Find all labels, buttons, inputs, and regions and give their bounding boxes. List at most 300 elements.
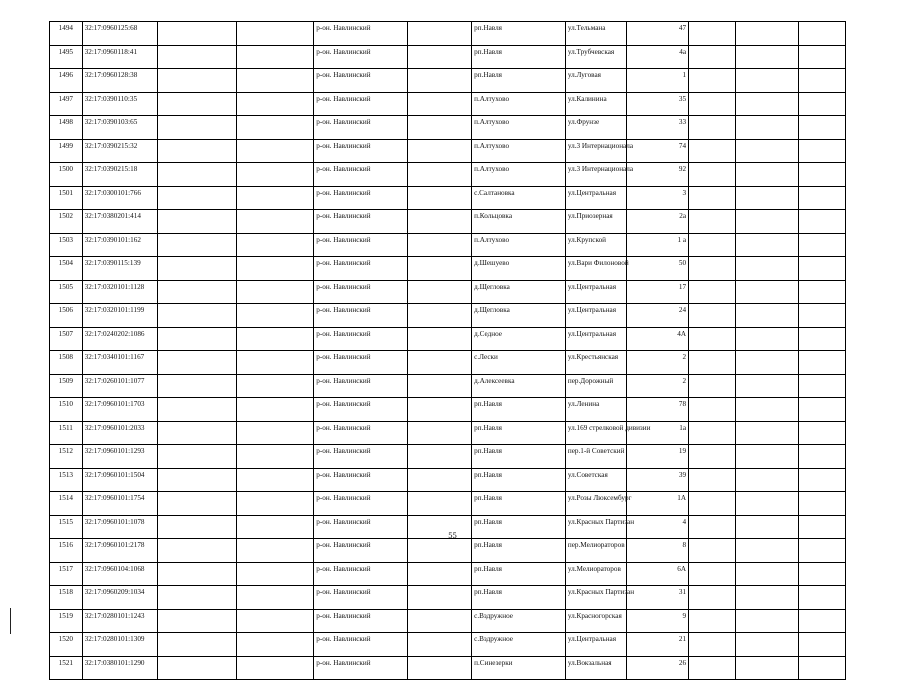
empty-cell <box>736 445 798 469</box>
table-row <box>50 69 846 93</box>
house-number-cell: 1а <box>626 421 688 445</box>
street-cell: ул.Приозерная <box>565 210 626 234</box>
district-cell: р-он. Навлинский <box>314 586 408 610</box>
house-number-cell: 74 <box>626 139 688 163</box>
empty-cell <box>407 656 471 680</box>
cadastral-number-cell: 32:17:0340101:1167 <box>82 351 158 375</box>
street-cell: ул.Красных Партизан <box>565 515 626 539</box>
empty-cell <box>736 210 798 234</box>
cadastral-number-cell: 32:17:0390103:65 <box>82 116 158 140</box>
district-cell: р-он. Навлинский <box>314 468 408 492</box>
district-cell: р-он. Навлинский <box>314 304 408 328</box>
empty-cell <box>237 609 314 633</box>
empty-cell <box>736 586 798 610</box>
empty-cell <box>237 374 314 398</box>
empty-cell <box>237 468 314 492</box>
table-row <box>50 327 846 351</box>
row-number-cell: 1505 <box>50 280 83 304</box>
house-number-cell: 4А <box>626 327 688 351</box>
locality-cell: с.Вздружное <box>472 609 566 633</box>
empty-cell <box>158 586 237 610</box>
empty-cell <box>798 398 845 422</box>
empty-cell <box>689 351 736 375</box>
empty-cell <box>158 468 237 492</box>
street-cell: ул.Крестьянская <box>565 351 626 375</box>
locality-cell: рп.Навля <box>472 69 566 93</box>
empty-cell <box>798 45 845 69</box>
empty-cell <box>736 468 798 492</box>
empty-cell <box>407 374 471 398</box>
empty-cell <box>237 421 314 445</box>
empty-cell <box>407 633 471 657</box>
empty-cell <box>407 92 471 116</box>
table-row <box>50 233 846 257</box>
empty-cell <box>798 69 845 93</box>
empty-cell <box>407 445 471 469</box>
empty-cell <box>798 421 845 445</box>
empty-cell <box>407 327 471 351</box>
district-cell: р-он. Навлинский <box>314 327 408 351</box>
row-number-cell: 1494 <box>50 22 83 46</box>
empty-cell <box>158 327 237 351</box>
empty-cell <box>407 257 471 281</box>
house-number-cell: 24 <box>626 304 688 328</box>
house-number-cell: 4а <box>626 45 688 69</box>
empty-cell <box>158 374 237 398</box>
empty-cell <box>689 304 736 328</box>
empty-cell <box>798 233 845 257</box>
empty-cell <box>158 139 237 163</box>
empty-cell <box>237 586 314 610</box>
locality-cell: рп.Навля <box>472 445 566 469</box>
street-cell: ул.3 Интернационала <box>565 163 626 187</box>
table-row <box>50 492 846 516</box>
empty-cell <box>158 22 237 46</box>
row-number-cell: 1507 <box>50 327 83 351</box>
house-number-cell: 33 <box>626 116 688 140</box>
empty-cell <box>407 421 471 445</box>
district-cell: р-он. Навлинский <box>314 398 408 422</box>
empty-cell <box>689 257 736 281</box>
page-number: 55 <box>448 530 457 540</box>
row-number-cell: 1508 <box>50 351 83 375</box>
empty-cell <box>736 421 798 445</box>
empty-cell <box>736 304 798 328</box>
house-number-cell: 3 <box>626 186 688 210</box>
empty-cell <box>237 633 314 657</box>
locality-cell: рп.Навля <box>472 562 566 586</box>
empty-cell <box>407 304 471 328</box>
empty-cell <box>736 45 798 69</box>
cadastral-number-cell: 32:17:0320101:1199 <box>82 304 158 328</box>
cadastral-number-cell: 32:17:0960101:1293 <box>82 445 158 469</box>
house-number-cell: 2 <box>626 374 688 398</box>
street-cell: ул.Центральная <box>565 280 626 304</box>
empty-cell <box>158 445 237 469</box>
empty-cell <box>158 45 237 69</box>
empty-cell <box>407 280 471 304</box>
cadastral-number-cell: 32:17:0390110:35 <box>82 92 158 116</box>
cadastral-number-cell: 32:17:0960128:38 <box>82 69 158 93</box>
empty-cell <box>237 539 314 563</box>
empty-cell <box>689 163 736 187</box>
empty-cell <box>689 633 736 657</box>
empty-cell <box>798 633 845 657</box>
empty-cell <box>407 186 471 210</box>
table-row <box>50 92 846 116</box>
row-number-cell: 1496 <box>50 69 83 93</box>
house-number-cell: 9 <box>626 609 688 633</box>
empty-cell <box>158 280 237 304</box>
row-number-cell: 1517 <box>50 562 83 586</box>
house-number-cell: 50 <box>626 257 688 281</box>
street-cell: ул.Советская <box>565 468 626 492</box>
house-number-cell: 4 <box>626 515 688 539</box>
empty-cell <box>689 421 736 445</box>
table-row <box>50 280 846 304</box>
row-number-cell: 1503 <box>50 233 83 257</box>
district-cell: р-он. Навлинский <box>314 562 408 586</box>
empty-cell <box>798 186 845 210</box>
district-cell: р-он. Навлинский <box>314 116 408 140</box>
house-number-cell: 2 <box>626 351 688 375</box>
table-row <box>50 139 846 163</box>
locality-cell: д.Седное <box>472 327 566 351</box>
locality-cell: д.Щегловка <box>472 304 566 328</box>
empty-cell <box>407 210 471 234</box>
street-cell: ул.Центральная <box>565 304 626 328</box>
row-number-cell: 1520 <box>50 633 83 657</box>
empty-cell <box>736 398 798 422</box>
register-table-body <box>50 22 846 680</box>
empty-cell <box>237 398 314 422</box>
cadastral-number-cell: 32:17:0960125:68 <box>82 22 158 46</box>
district-cell: р-он. Навлинский <box>314 45 408 69</box>
house-number-cell: 1 <box>626 69 688 93</box>
cadastral-number-cell: 32:17:0960118:41 <box>82 45 158 69</box>
empty-cell <box>158 633 237 657</box>
district-cell: р-он. Навлинский <box>314 163 408 187</box>
empty-cell <box>736 539 798 563</box>
locality-cell: рп.Навля <box>472 468 566 492</box>
locality-cell: д.Шешуево <box>472 257 566 281</box>
empty-cell <box>158 492 237 516</box>
street-cell: ул.Вари Филоновой <box>565 257 626 281</box>
empty-cell <box>798 210 845 234</box>
empty-cell <box>158 562 237 586</box>
table-row <box>50 656 846 680</box>
row-number-cell: 1510 <box>50 398 83 422</box>
empty-cell <box>689 116 736 140</box>
cadastral-number-cell: 32:17:0240202:1086 <box>82 327 158 351</box>
district-cell: р-он. Навлинский <box>314 257 408 281</box>
district-cell: р-он. Навлинский <box>314 374 408 398</box>
district-cell: р-он. Навлинский <box>314 22 408 46</box>
cadastral-number-cell: 32:17:0960101:1078 <box>82 515 158 539</box>
empty-cell <box>237 139 314 163</box>
empty-cell <box>798 304 845 328</box>
locality-cell: п.Алтухово <box>472 233 566 257</box>
row-number-cell: 1514 <box>50 492 83 516</box>
empty-cell <box>237 233 314 257</box>
cadastral-number-cell: 32:17:0960101:2033 <box>82 421 158 445</box>
empty-cell <box>689 656 736 680</box>
empty-cell <box>736 327 798 351</box>
row-number-cell: 1512 <box>50 445 83 469</box>
locality-cell: д.Алексеевка <box>472 374 566 398</box>
street-cell: ул.Розы Люксембург <box>565 492 626 516</box>
cadastral-number-cell: 32:17:0960101:1703 <box>82 398 158 422</box>
empty-cell <box>237 69 314 93</box>
empty-cell <box>689 562 736 586</box>
empty-cell <box>407 586 471 610</box>
house-number-cell: 19 <box>626 445 688 469</box>
empty-cell <box>237 280 314 304</box>
empty-cell <box>798 586 845 610</box>
empty-cell <box>158 656 237 680</box>
district-cell: р-он. Навлинский <box>314 233 408 257</box>
empty-cell <box>158 304 237 328</box>
empty-cell <box>237 45 314 69</box>
empty-cell <box>158 233 237 257</box>
house-number-cell: 6А <box>626 562 688 586</box>
district-cell: р-он. Навлинский <box>314 539 408 563</box>
locality-cell: рп.Навля <box>472 22 566 46</box>
street-cell: ул.Красногорская <box>565 609 626 633</box>
locality-cell: п.Алтухово <box>472 163 566 187</box>
house-number-cell: 31 <box>626 586 688 610</box>
empty-cell <box>407 22 471 46</box>
cadastral-number-cell: 32:17:0300101:766 <box>82 186 158 210</box>
empty-cell <box>689 233 736 257</box>
locality-cell: с.Вздружное <box>472 633 566 657</box>
empty-cell <box>689 609 736 633</box>
district-cell: р-он. Навлинский <box>314 656 408 680</box>
empty-cell <box>158 163 237 187</box>
locality-cell: рп.Навля <box>472 539 566 563</box>
empty-cell <box>407 139 471 163</box>
empty-cell <box>407 69 471 93</box>
locality-cell: д.Щегловка <box>472 280 566 304</box>
empty-cell <box>689 327 736 351</box>
district-cell: р-он. Навлинский <box>314 515 408 539</box>
empty-cell <box>407 468 471 492</box>
house-number-cell: 35 <box>626 92 688 116</box>
empty-cell <box>407 539 471 563</box>
table-row <box>50 22 846 46</box>
empty-cell <box>237 327 314 351</box>
house-number-cell: 17 <box>626 280 688 304</box>
district-cell: р-он. Навлинский <box>314 139 408 163</box>
locality-cell: рп.Навля <box>472 492 566 516</box>
empty-cell <box>736 374 798 398</box>
empty-cell <box>407 163 471 187</box>
empty-cell <box>798 492 845 516</box>
empty-cell <box>689 374 736 398</box>
register-table <box>49 21 846 680</box>
table-row <box>50 609 846 633</box>
empty-cell <box>158 210 237 234</box>
table-row <box>50 304 846 328</box>
empty-cell <box>407 562 471 586</box>
house-number-cell: 2а <box>626 210 688 234</box>
empty-cell <box>158 609 237 633</box>
row-number-cell: 1497 <box>50 92 83 116</box>
row-number-cell: 1521 <box>50 656 83 680</box>
locality-cell: с.Лески <box>472 351 566 375</box>
empty-cell <box>689 45 736 69</box>
cadastral-number-cell: 32:17:0960101:1504 <box>82 468 158 492</box>
empty-cell <box>689 398 736 422</box>
table-row <box>50 374 846 398</box>
empty-cell <box>736 633 798 657</box>
cadastral-number-cell: 32:17:0380201:414 <box>82 210 158 234</box>
empty-cell <box>407 116 471 140</box>
street-cell: ул.Центральная <box>565 633 626 657</box>
cadastral-number-cell: 32:17:0280101:1309 <box>82 633 158 657</box>
street-cell: ул.Ленина <box>565 398 626 422</box>
table-row <box>50 539 846 563</box>
locality-cell: п.Кольцовка <box>472 210 566 234</box>
street-cell: ул.Крупской <box>565 233 626 257</box>
cadastral-number-cell: 32:17:0390215:18 <box>82 163 158 187</box>
district-cell: р-он. Навлинский <box>314 445 408 469</box>
empty-cell <box>798 92 845 116</box>
street-cell: ул.3 Интернационала <box>565 139 626 163</box>
locality-cell: рп.Навля <box>472 45 566 69</box>
empty-cell <box>689 445 736 469</box>
empty-cell <box>237 257 314 281</box>
house-number-cell: 92 <box>626 163 688 187</box>
district-cell: р-он. Навлинский <box>314 186 408 210</box>
margin-mark <box>10 608 11 634</box>
empty-cell <box>237 492 314 516</box>
empty-cell <box>407 45 471 69</box>
locality-cell: рп.Навля <box>472 421 566 445</box>
empty-cell <box>736 257 798 281</box>
empty-cell <box>237 656 314 680</box>
empty-cell <box>798 22 845 46</box>
empty-cell <box>237 351 314 375</box>
cadastral-number-cell: 32:17:0380101:1290 <box>82 656 158 680</box>
empty-cell <box>798 656 845 680</box>
street-cell: ул.Вокзальная <box>565 656 626 680</box>
locality-cell: п.Синезерки <box>472 656 566 680</box>
table-row <box>50 468 846 492</box>
empty-cell <box>798 374 845 398</box>
locality-cell: п.Алтухово <box>472 92 566 116</box>
row-number-cell: 1506 <box>50 304 83 328</box>
empty-cell <box>407 398 471 422</box>
empty-cell <box>736 69 798 93</box>
street-cell: пер.1-й Советский <box>565 445 626 469</box>
table-row <box>50 186 846 210</box>
locality-cell: рп.Навля <box>472 398 566 422</box>
empty-cell <box>689 210 736 234</box>
street-cell: ул.Центральная <box>565 327 626 351</box>
empty-cell <box>736 351 798 375</box>
empty-cell <box>798 163 845 187</box>
table-row <box>50 445 846 469</box>
row-number-cell: 1499 <box>50 139 83 163</box>
empty-cell <box>736 186 798 210</box>
empty-cell <box>158 351 237 375</box>
cadastral-number-cell: 32:17:0390101:162 <box>82 233 158 257</box>
locality-cell: рп.Навля <box>472 586 566 610</box>
row-number-cell: 1516 <box>50 539 83 563</box>
empty-cell <box>407 233 471 257</box>
street-cell: ул.Луговая <box>565 69 626 93</box>
empty-cell <box>689 468 736 492</box>
empty-cell <box>237 210 314 234</box>
house-number-cell: 39 <box>626 468 688 492</box>
empty-cell <box>158 186 237 210</box>
empty-cell <box>689 186 736 210</box>
empty-cell <box>798 139 845 163</box>
row-number-cell: 1515 <box>50 515 83 539</box>
street-cell: ул.Калинина <box>565 92 626 116</box>
empty-cell <box>158 92 237 116</box>
empty-cell <box>736 22 798 46</box>
table-row <box>50 421 846 445</box>
street-cell: ул.Трубчевская <box>565 45 626 69</box>
row-number-cell: 1495 <box>50 45 83 69</box>
table-row <box>50 210 846 234</box>
table-row <box>50 45 846 69</box>
cadastral-number-cell: 32:17:0320101:1128 <box>82 280 158 304</box>
empty-cell <box>407 351 471 375</box>
street-cell: ул.Фрунзе <box>565 116 626 140</box>
house-number-cell: 1 а <box>626 233 688 257</box>
street-cell: ул.Красных Партизан <box>565 586 626 610</box>
empty-cell <box>798 327 845 351</box>
empty-cell <box>798 609 845 633</box>
locality-cell: с.Салтановка <box>472 186 566 210</box>
row-number-cell: 1500 <box>50 163 83 187</box>
empty-cell <box>736 163 798 187</box>
locality-cell: п.Алтухово <box>472 116 566 140</box>
table-row <box>50 116 846 140</box>
empty-cell <box>798 280 845 304</box>
empty-cell <box>237 445 314 469</box>
district-cell: р-он. Навлинский <box>314 609 408 633</box>
empty-cell <box>736 233 798 257</box>
district-cell: р-он. Навлинский <box>314 492 408 516</box>
empty-cell <box>689 539 736 563</box>
cadastral-number-cell: 32:17:0960101:1754 <box>82 492 158 516</box>
locality-cell: рп.Навля <box>472 515 566 539</box>
street-cell: ул.Центральная <box>565 186 626 210</box>
row-number-cell: 1511 <box>50 421 83 445</box>
cadastral-number-cell: 32:17:0960209:1034 <box>82 586 158 610</box>
street-cell: пер.Мелиораторов <box>565 539 626 563</box>
document-page <box>49 21 846 680</box>
empty-cell <box>798 562 845 586</box>
cadastral-number-cell: 32:17:0960104:1068 <box>82 562 158 586</box>
locality-cell: п.Алтухово <box>472 139 566 163</box>
empty-cell <box>237 163 314 187</box>
empty-cell <box>237 186 314 210</box>
house-number-cell: 8 <box>626 539 688 563</box>
cadastral-number-cell: 32:17:0960101:2178 <box>82 539 158 563</box>
empty-cell <box>736 492 798 516</box>
house-number-cell: 1А <box>626 492 688 516</box>
district-cell: р-он. Навлинский <box>314 633 408 657</box>
empty-cell <box>736 656 798 680</box>
cadastral-number-cell: 32:17:0280101:1243 <box>82 609 158 633</box>
row-number-cell: 1509 <box>50 374 83 398</box>
empty-cell <box>798 351 845 375</box>
